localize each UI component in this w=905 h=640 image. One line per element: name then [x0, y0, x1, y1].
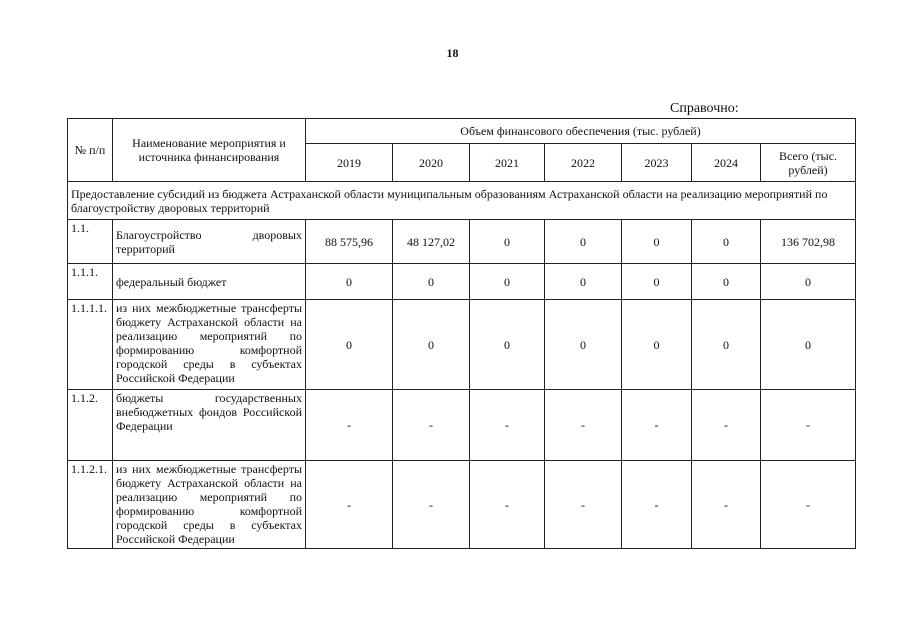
- row-value: 0: [622, 220, 692, 264]
- header-year: 2019: [306, 144, 393, 182]
- header-total: Всего (тыс. рублей): [761, 144, 856, 182]
- row-value: -: [622, 461, 692, 549]
- table-row: [68, 264, 856, 300]
- header-year: 2024: [692, 144, 761, 182]
- row-value: 0: [393, 264, 470, 300]
- row-name: Благоустройство дворовых территорий: [113, 220, 306, 264]
- row-name: из них межбюджетные трансферты бюджету Астраханской области на реализацию мероприятий по формированию комфортной городской среды в субъектах Российской Федерации: [113, 300, 306, 390]
- row-value: -: [692, 390, 761, 461]
- row-value: 0: [692, 300, 761, 390]
- header-year: 2022: [545, 144, 622, 182]
- header-num: № п/п: [68, 119, 113, 182]
- row-value: -: [393, 461, 470, 549]
- row-value: -: [470, 461, 545, 549]
- row-value: 88 575,96: [306, 220, 393, 264]
- row-total: -: [761, 461, 856, 549]
- row-total: 0: [761, 300, 856, 390]
- row-value: 0: [393, 300, 470, 390]
- row-name: из них межбюджетные трансферты бюджету Астраханской области на реализацию мероприятий по формированию комфортной городской среды в субъектах Российской Федерации: [113, 461, 306, 549]
- row-value: 0: [306, 264, 393, 300]
- row-value: -: [545, 390, 622, 461]
- row-total: 0: [761, 264, 856, 300]
- row-value: -: [622, 390, 692, 461]
- row-value: 0: [470, 300, 545, 390]
- row-total: 136 702,98: [761, 220, 856, 264]
- row-value: 0: [622, 264, 692, 300]
- header-year: 2020: [393, 144, 470, 182]
- section-title: Предоставление субсидий из бюджета Астраханской области муниципальным образованиям Астраханской области на реализацию мероприятий по благоустройству дворовых территорий: [68, 182, 856, 220]
- row-value: -: [470, 390, 545, 461]
- row-num: 1.1.: [68, 220, 113, 264]
- row-value: 0: [470, 220, 545, 264]
- financing-table: [67, 118, 856, 549]
- row-value: -: [692, 461, 761, 549]
- row-value: 0: [545, 264, 622, 300]
- header-volume: Объем финансового обеспечения (тыс. рублей): [306, 119, 856, 144]
- row-value: 0: [470, 264, 545, 300]
- row-value: 0: [545, 300, 622, 390]
- row-value: 0: [622, 300, 692, 390]
- row-value: 0: [545, 220, 622, 264]
- row-value: -: [545, 461, 622, 549]
- table-row: [68, 461, 856, 549]
- row-num: 1.1.1.: [68, 264, 113, 300]
- header-year: 2023: [622, 144, 692, 182]
- reference-label: Справочно:: [670, 101, 739, 116]
- row-value: 0: [692, 264, 761, 300]
- row-value: 48 127,02: [393, 220, 470, 264]
- table-row: [68, 220, 856, 264]
- header-year: 2021: [470, 144, 545, 182]
- row-value: 0: [692, 220, 761, 264]
- row-num: 1.1.2.1.: [68, 461, 113, 549]
- row-num: 1.1.1.1.: [68, 300, 113, 390]
- row-value: -: [306, 390, 393, 461]
- row-num: 1.1.2.: [68, 390, 113, 461]
- table-row: [68, 390, 856, 461]
- row-value: -: [306, 461, 393, 549]
- header-name: Наименование мероприятия и источника финансирования: [113, 119, 306, 182]
- table-row: [68, 300, 856, 390]
- row-value: 0: [306, 300, 393, 390]
- row-value: -: [393, 390, 470, 461]
- row-total: -: [761, 390, 856, 461]
- page-number: 18: [446, 46, 459, 60]
- row-name: федеральный бюджет: [113, 264, 306, 300]
- row-name: бюджеты государственных внебюджетных фондов Российской Федерации: [113, 390, 306, 461]
